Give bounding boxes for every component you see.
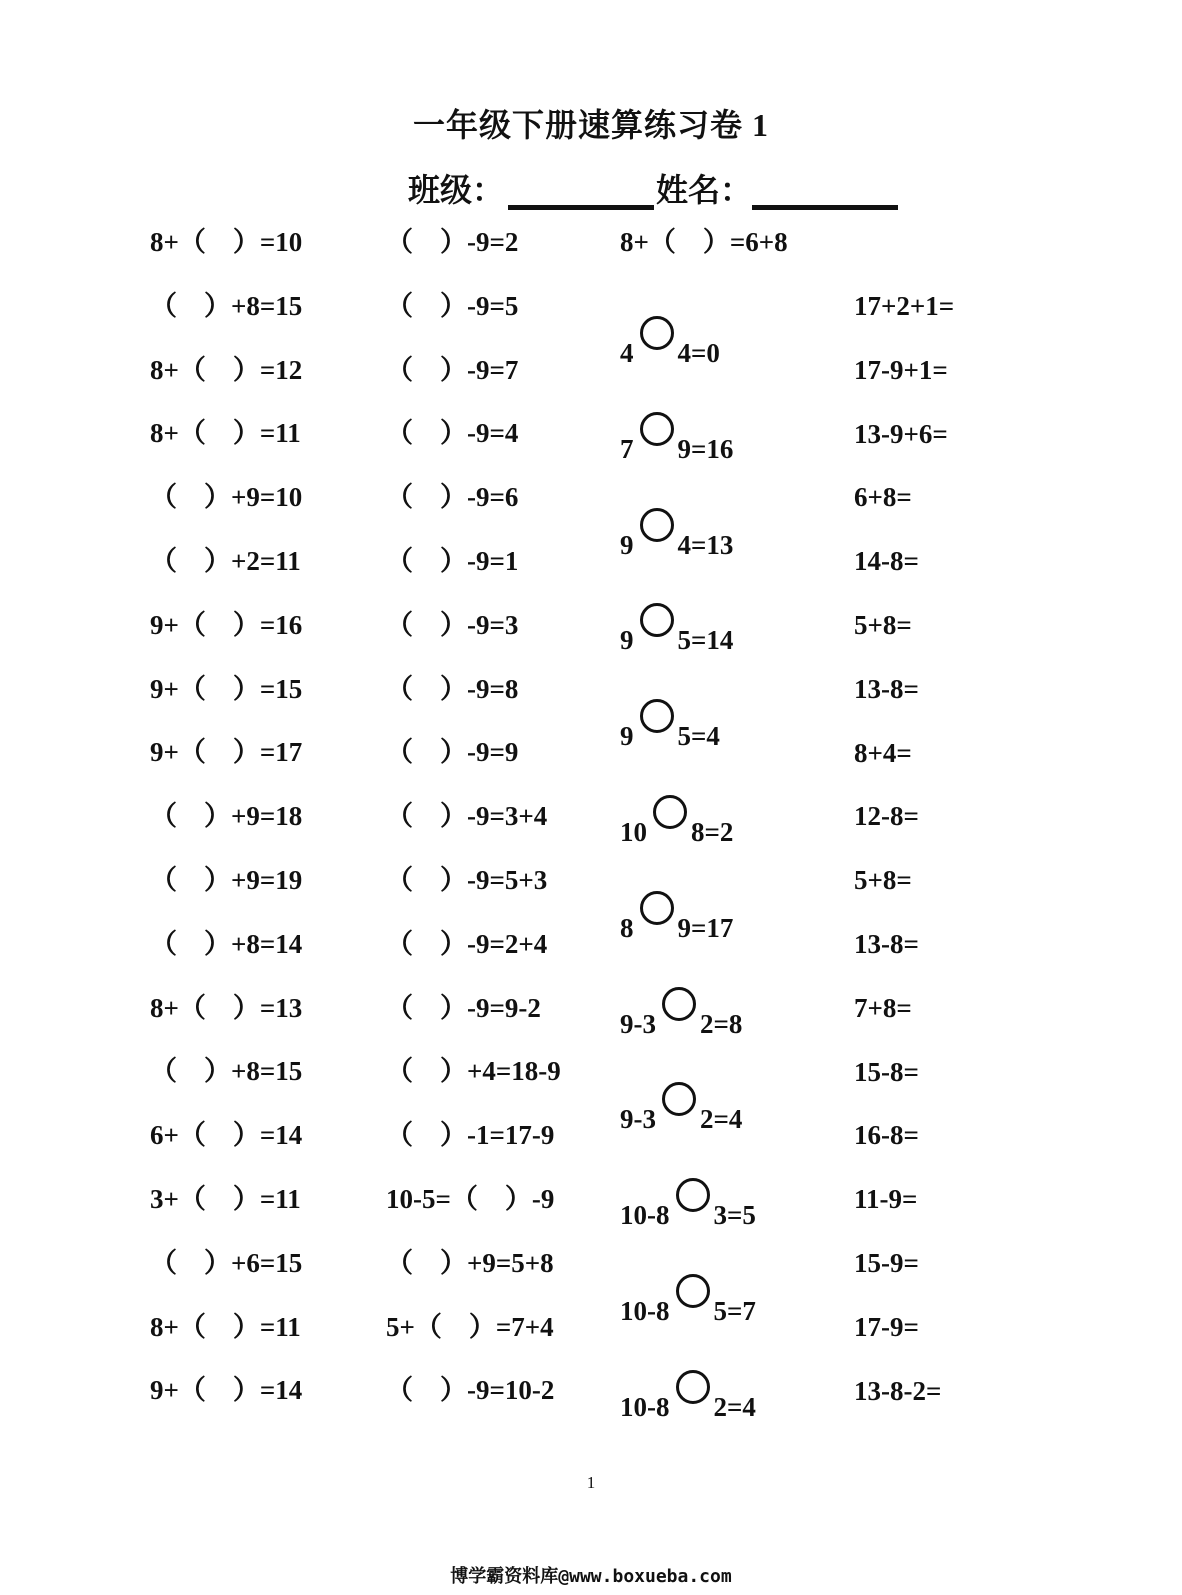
circle-left-operand: 9-3 [620,1104,656,1135]
question-item: （ ）-9=6 [386,482,519,513]
operator-circle[interactable] [640,603,674,637]
question-item: （ ）+4=18-9 [386,1056,561,1087]
circle-right-operand: 3=5 [713,1200,756,1231]
question-item: 16-8= [854,1120,919,1151]
question-item: 13-9+6= [854,418,948,449]
question-item: 6+8= [854,482,912,513]
circle-question [620,1178,756,1231]
circle-question [620,699,720,752]
question-item: （ ）-9=4 [386,418,519,449]
question-item: 5+8= [854,865,912,896]
circle-right-operand: 5=4 [677,721,720,752]
circle-left-operand: 10-8 [620,1200,670,1231]
question-item: （ ）-9=5 [386,290,519,321]
circle-question [620,1274,756,1327]
operator-circle[interactable] [640,891,674,925]
question-item: （ ）-9=9 [386,737,519,768]
question-item: 13-8= [854,929,919,959]
operator-circle[interactable] [640,412,674,446]
question-item: （ ）+8=14 [150,928,303,959]
question-item: 3+（ ）=11 [150,1184,301,1214]
question-item: 12-8= [854,801,919,832]
question-item: 15-8= [854,1056,919,1087]
circle-left-operand: 10 [620,817,647,847]
circle-left-operand: 8 [620,912,634,943]
name-label: 姓名： [656,172,753,208]
question-item: （ ）+9=5+8 [386,1247,554,1278]
page-number: 1 [586,1473,596,1492]
question-item: 5+8= [854,610,912,640]
question-item: 10-5=（ ）-9 [386,1184,555,1214]
question-item: 11-9= [854,1184,918,1215]
question-item: （ ）+6=15 [150,1247,303,1278]
circle-right-operand: 9=16 [677,433,734,464]
question-item: （ ）-9=9-2 [386,992,541,1023]
circle-left-operand: 9-3 [620,1008,656,1039]
question-item: 7+8= [854,992,912,1023]
operator-circle[interactable] [640,699,674,733]
circle-question [620,987,742,1040]
question-item: （ ）+9=18 [150,801,303,832]
circle-question [620,1370,756,1423]
question-item: （ ）-1=17-9 [386,1120,555,1151]
circle-right-operand: 2=4 [713,1391,756,1422]
question-item: 8+（ ）=13 [150,992,303,1023]
circle-question [620,508,733,561]
circle-right-operand: 2=8 [700,1008,743,1039]
question-item: （ ）-9=8 [386,673,519,704]
operator-circle[interactable] [676,1178,710,1212]
circle-left-operand: 10-8 [620,1296,670,1326]
question-item: （ ）-9=1 [386,546,519,576]
circle-left-operand: 9 [620,529,634,560]
circle-right-operand: 5=7 [713,1296,756,1326]
col3-top-question: 8+（ ）=6+8 [620,227,788,257]
question-item: 8+（ ）=12 [150,354,303,385]
class-blank[interactable] [508,205,654,210]
question-item: 13-8-2= [854,1375,942,1406]
question-item: 8+（ ）=11 [150,1311,301,1342]
question-item: 14-8= [854,546,919,577]
operator-circle[interactable] [662,987,696,1021]
name-blank[interactable] [752,205,898,210]
student-info [0,165,1182,215]
circle-right-operand: 4=0 [677,338,720,368]
circle-right-operand: 4=13 [677,529,734,560]
question-item: （ ）+9=19 [150,865,303,895]
circle-right-operand: 5=14 [677,625,734,656]
question-item: 9+（ ）=14 [150,1375,303,1406]
circle-question [620,1082,742,1135]
footer-watermark: 博学霸资料库@www.boxueba.com [450,1566,732,1587]
operator-circle[interactable] [676,1370,710,1404]
circle-question [620,316,720,369]
page-title: 一年级下册速算练习卷 1 [412,107,769,143]
question-item: （ ）-9=3+4 [386,801,548,832]
circle-left-operand: 9 [620,721,634,752]
question-item: （ ）-9=7 [386,354,519,385]
question-item: 6+（ ）=14 [150,1120,303,1151]
question-item: （ ）-9=2+4 [386,928,548,959]
question-item: 17-9= [854,1311,919,1342]
circle-question [620,891,733,944]
question-item: 5+（ ）=7+4 [386,1311,554,1342]
class-label: 班级： [408,172,505,208]
operator-circle[interactable] [676,1274,710,1308]
operator-circle[interactable] [640,508,674,542]
circle-left-operand: 4 [620,338,634,368]
question-item: 15-9= [854,1248,919,1278]
question-item: 8+（ ）=10 [150,227,303,257]
question-item: 9+（ ）=16 [150,609,303,640]
circle-right-operand: 8=2 [691,817,734,847]
question-item: 17-9+1= [854,354,948,385]
operator-circle[interactable] [653,795,687,829]
question-item: 9+（ ）=15 [150,673,303,704]
question-item: （ ）-9=5+3 [386,865,548,895]
question-item: （ ）+8=15 [150,1056,303,1087]
question-item: （ ）-9=3 [386,609,519,640]
question-item: （ ）+9=10 [150,482,303,513]
question-item: （ ）+2=11 [150,546,301,576]
circle-question [620,412,733,465]
circle-left-operand: 7 [620,433,634,464]
question-item: （ ）-9=10-2 [386,1375,555,1406]
operator-circle[interactable] [640,316,674,350]
circle-right-operand: 9=17 [677,912,734,943]
question-item: 8+（ ）=11 [150,418,301,449]
circle-right-operand: 2=4 [700,1104,743,1135]
circle-question [620,603,733,656]
question-item: 13-8= [854,673,919,704]
circle-left-operand: 9 [620,625,634,656]
question-item: 17+2+1= [854,291,955,321]
circle-left-operand: 10-8 [620,1391,670,1422]
question-item: （ ）+8=15 [150,290,303,321]
operator-circle[interactable] [662,1082,696,1116]
question-item: （ ）-9=2 [386,227,519,257]
question-item: 9+（ ）=17 [150,737,303,768]
circle-question [620,795,733,848]
question-item: 8+4= [854,737,912,768]
